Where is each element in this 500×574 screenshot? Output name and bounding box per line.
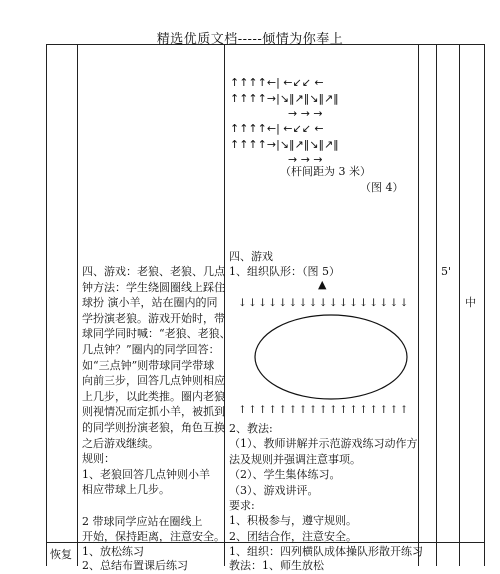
text-line: 的同学则扮演老狼，角色互换	[82, 421, 225, 434]
text-line: 1、老狼回答几点钟则小羊	[82, 467, 210, 481]
text-line: 之后游戏继续。	[82, 436, 159, 450]
text-line: 2、团结合作，注意安全。	[229, 529, 357, 543]
text-line: 教法：1、师生放松	[229, 559, 324, 572]
text-line: 开始，保持距离，注意安全。	[82, 530, 225, 544]
text-line: 几点钟？”圈内的同学回答：	[82, 343, 220, 356]
text-line: 钟方法：学生绕圆圈线上踩住	[82, 280, 225, 294]
text-line: 学扮演老狼。游戏开始时，带	[82, 311, 225, 325]
text-line: 如“三点钟”则带球同学带球	[82, 358, 215, 372]
text-line: 球扮 演小羊，站在圈内的同	[82, 296, 218, 310]
figure-4-caption: （杆间距为 3 米）	[280, 165, 371, 178]
text-line: 1、放松练习	[82, 545, 144, 558]
arrow-row-1: ↑↑↑↑←| ←↙↙ ←	[230, 76, 324, 89]
top-student-row: ↓↓↓↓↓↓↓↓↓↓↓↓↓↓↓↓↓	[238, 297, 410, 309]
text-line: 四、游戏：老狼、老狼、几点	[82, 265, 225, 278]
arrow-row-2b: ↑↑↑↑→|↘‖↗‖↘‖↗‖	[230, 138, 339, 151]
teacher-triangle-icon: ▲	[318, 278, 327, 291]
arrow-row-1c: → → →	[288, 107, 323, 120]
arrow-row-2: ↑↑↑↑←| ←↙↙ ←	[230, 122, 324, 135]
intensity-value: 中	[465, 296, 476, 309]
formation-label: 1、组织队形：（图 5）	[229, 265, 340, 278]
figure-4-arrow-diagram	[226, 72, 416, 172]
game-circle	[252, 312, 410, 402]
page-header-title: 精选优质文档-----倾情为你奉上	[156, 32, 344, 47]
arrow-row-2c: → → →	[288, 153, 323, 166]
text-line: 上几步，以此类推。圈内老狼	[82, 389, 225, 403]
table-col-divider-1	[77, 44, 78, 566]
table-col-divider-3	[418, 44, 419, 566]
table-col-divider-2	[224, 44, 225, 566]
table-col-divider-4	[436, 44, 437, 566]
text-line: 2、总结布置课后练习	[82, 559, 188, 572]
text-line: 则视情况而定抓小羊，被抓到	[82, 405, 225, 419]
text-line: （1）、教师讲解并示范游戏练习动作方	[229, 437, 418, 450]
arrow-row-1b: ↑↑↑↑→|↘‖↗‖↘‖↗‖	[230, 92, 339, 105]
bottom-section-label: 恢复	[50, 548, 72, 561]
text-line: 规则：	[82, 452, 115, 466]
bottom-student-row: ↑↑↑↑↑↑↑↑↑↑↑↑↑↑↑↑↑	[238, 404, 410, 416]
time-value: 5'	[441, 265, 452, 278]
text-line: 向前三步，回答几点钟则相应	[82, 374, 225, 388]
text-line: （3）、游戏讲评。	[229, 483, 319, 497]
text-line: 球同学同时喊：“老狼、老狼、	[82, 327, 231, 341]
text-line: 1、积极参与，遵守规则。	[229, 514, 357, 527]
figure-4-label: （图 4）	[360, 181, 404, 194]
text-line: 相应带球上几步。	[82, 483, 170, 497]
text-line: （2）、学生集体练习。	[229, 468, 341, 482]
table-border-right	[484, 44, 485, 566]
table-border-left	[46, 44, 47, 566]
game-section-title: 四、游戏	[229, 250, 273, 263]
requirement-title: 要求:	[229, 499, 255, 512]
method-title: 2、教法:	[229, 422, 273, 435]
table-col-divider-5	[459, 44, 460, 566]
text-line: 法及规则并强调注意事项。	[229, 452, 361, 466]
text-line: 2 带球同学应站在圈线上	[82, 514, 203, 528]
text-line: 1、组织：四列横队成体操队形散开练习	[229, 545, 423, 558]
